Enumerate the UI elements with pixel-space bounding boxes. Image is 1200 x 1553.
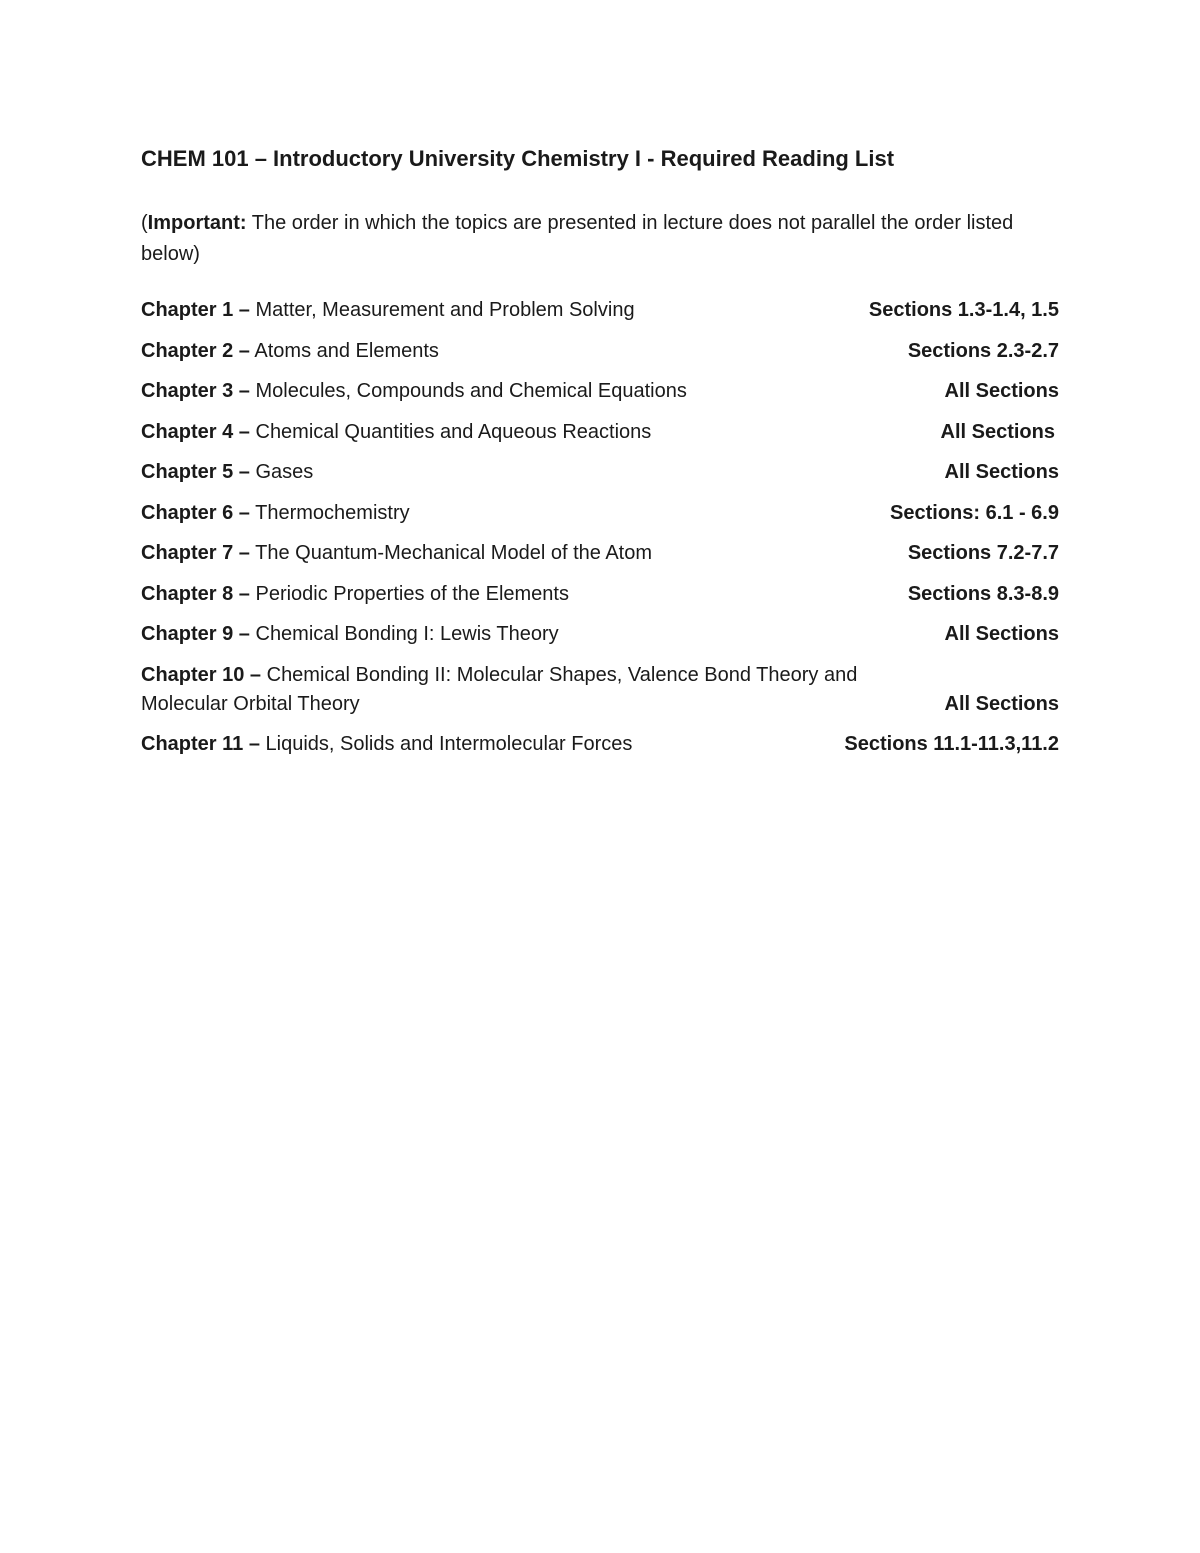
chapter-topic: Chemical Bonding II: Molecular Shapes, Valence Bond Theory and Molecular Orbital Theory <box>141 663 858 715</box>
chapter-topic: Liquids, Solids and Intermolecular Forces <box>259 733 633 755</box>
chapter-number: Chapter 11 – <box>141 733 260 755</box>
chapter-title <box>141 296 635 325</box>
chapter-row <box>141 539 1061 568</box>
document-page <box>141 142 1061 771</box>
chapter-list <box>141 296 1061 759</box>
chapter-title <box>141 418 651 447</box>
chapter-number: Chapter 8 – <box>141 582 250 605</box>
chapter-title <box>141 499 410 528</box>
chapter-number: Chapter 2 – <box>141 339 250 362</box>
chapter-sections: All Sections <box>944 380 1059 402</box>
note-label: Important: <box>147 212 247 234</box>
chapter-topic: Molecules, Compounds and Chemical Equations <box>249 380 687 402</box>
chapter-number: Chapter 5 – <box>141 461 250 483</box>
chapter-row <box>141 337 1061 366</box>
chapter-row <box>141 730 1061 759</box>
chapter-number: Chapter 7 – <box>141 542 250 564</box>
chapter-sections: All Sections <box>944 461 1059 483</box>
chapter-row <box>141 499 1061 528</box>
chapter-number: Chapter 3 – <box>141 380 250 402</box>
document-title: CHEM 101 – Introductory University Chemistry I - Required Reading List <box>141 146 895 171</box>
chapter-sections: Sections: 6.1 - 6.9 <box>890 501 1059 524</box>
chapter-topic: Periodic Properties of the Elements <box>249 582 569 605</box>
chapter-number: Chapter 1 – <box>141 299 250 321</box>
chapter-row <box>141 661 1061 719</box>
chapter-topic: Thermochemistry <box>249 501 410 524</box>
chapter-sections: All Sections <box>944 623 1059 645</box>
chapter-number: Chapter 10 – <box>141 663 262 686</box>
chapter-title <box>141 337 439 366</box>
chapter-title <box>141 730 632 759</box>
chapter-row <box>141 377 1061 406</box>
chapter-row <box>141 620 1061 649</box>
chapter-sections: Sections 7.2-7.7 <box>907 542 1059 564</box>
note-open-paren: ( <box>141 212 148 234</box>
chapter-number: Chapter 6 – <box>141 501 250 524</box>
chapter-topic: Atoms and Elements <box>249 339 439 362</box>
chapter-title <box>141 620 559 649</box>
chapter-title <box>141 377 687 406</box>
chapter-topic: Chemical Bonding I: Lewis Theory <box>249 623 559 645</box>
chapter-sections: All Sections <box>940 420 1055 443</box>
chapter-topic: Matter, Measurement and Problem Solving <box>249 299 635 321</box>
chapter-row <box>141 580 1061 609</box>
chapter-title <box>141 539 652 568</box>
chapter-title <box>141 580 569 609</box>
chapter-title <box>141 661 861 719</box>
chapter-sections: Sections 1.3-1.4, 1.5 <box>868 299 1059 321</box>
note-text: The order in which the topics are presented in lecture does not parallel the order listed below) <box>141 212 1014 265</box>
chapter-row <box>141 458 1061 487</box>
chapter-sections: All Sections <box>944 692 1059 715</box>
chapter-topic: Chemical Quantities and Aqueous Reactions <box>249 420 652 443</box>
chapter-sections: Sections 2.3-2.7 <box>907 339 1059 362</box>
chapter-sections: Sections 8.3-8.9 <box>907 582 1059 605</box>
chapter-number: Chapter 4 – <box>141 420 250 443</box>
chapter-topic: The Quantum-Mechanical Model of the Atom <box>249 542 652 564</box>
important-note <box>141 208 1046 270</box>
chapter-sections: Sections 11.1-11.3,11.2 <box>844 733 1059 755</box>
chapter-row <box>141 296 1061 325</box>
chapter-topic: Gases <box>249 461 314 483</box>
chapter-number: Chapter 9 – <box>141 623 250 645</box>
chapter-title <box>141 458 313 487</box>
chapter-row <box>141 418 1061 447</box>
